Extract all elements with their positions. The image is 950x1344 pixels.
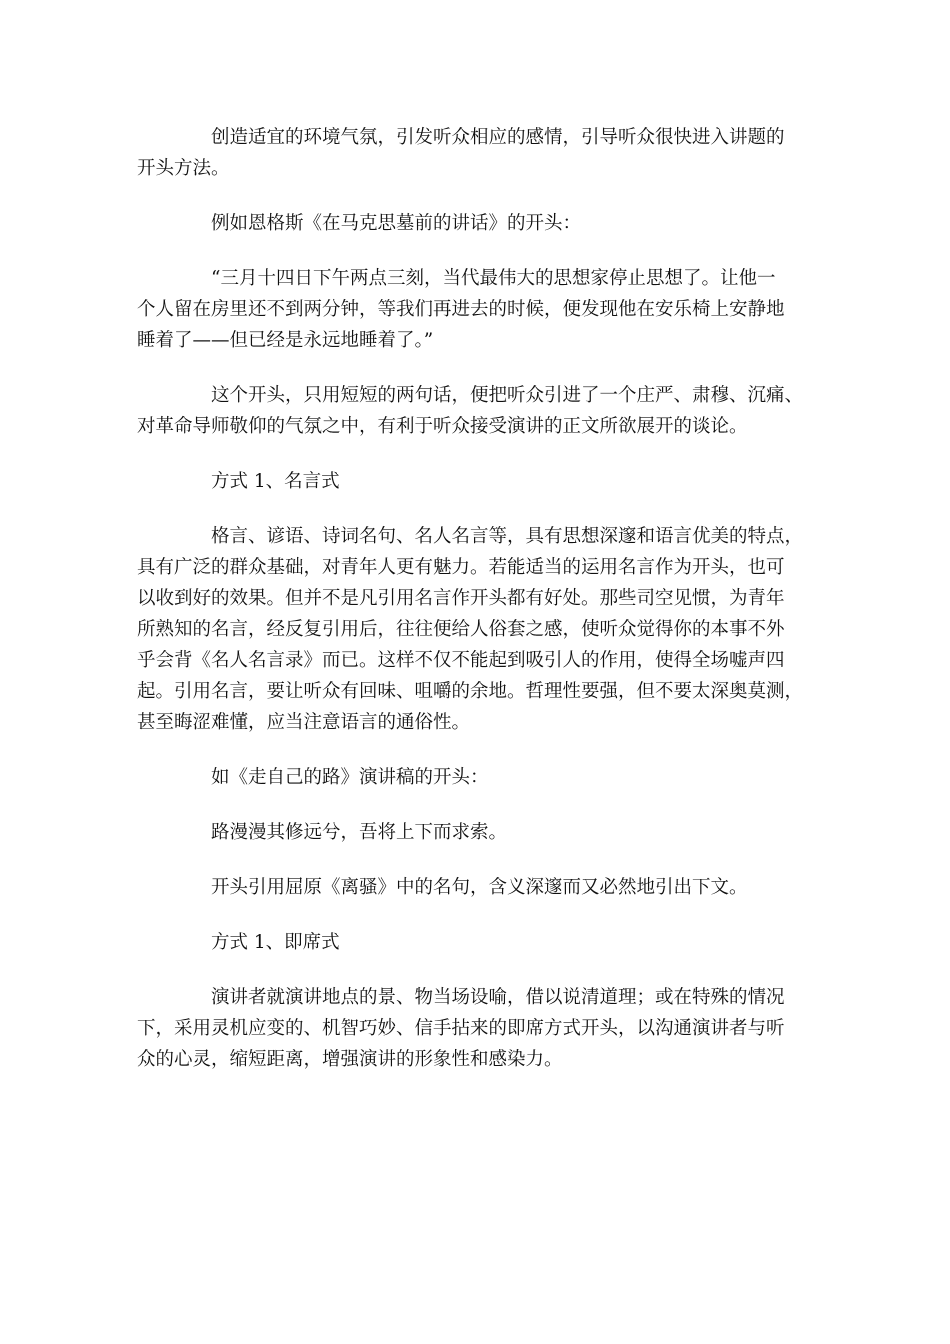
paragraph-1: 创造适宜的环境气氛，引发听众相应的感情，引导听众很快进入讲题的 开头方法。 [137, 127, 785, 179]
paragraph-5: 如《走自己的路》演讲稿的开头： [137, 767, 489, 788]
paragraph-6: 路漫漫其修远兮，吾将上下而求索。 [137, 822, 508, 843]
quote-paragraph: “三月十四日下午两点三刻，当代最伟大的思想家停止思想了。让他一 个人留在房里还不到两分钟，等我们再进去的时候，便发现他在安乐椅上安静地 睡着了——但已经是永远地睡着了。” [137, 268, 785, 351]
paragraph-8: 演讲者就演讲地点的景、物当场设喻，借以说清道理；或在特殊的情况 下，采用灵机应变的、机智巧妙、信手拈来的即席方式开头，以沟通演讲者与听 众的心灵，缩短距离，增强演讲的形象性和感染力。 [137, 987, 785, 1070]
document-body [137, 122, 819, 1075]
paragraph-7: 开头引用屈原《离骚》中的名句，含义深邃而又必然地引出下文。 [137, 877, 748, 898]
paragraph-2: 例如恩格斯《在马克思墓前的讲话》的开头： [137, 213, 582, 234]
paragraph-3: 这个开头，只用短短的两句话，便把听众引进了一个庄严、肃穆、沉痛、 对革命导师敬仰的气氛之中，有利于听众接受演讲的正文所欲展开的谈论。 [137, 385, 804, 437]
section-heading-1: 方式 1、名言式 [137, 471, 340, 492]
section-heading-2: 方式 1、即席式 [137, 932, 340, 953]
paragraph-4: 格言、谚语、诗词名句、名人名言等，具有思想深邃和语言优美的特点， 具有广泛的群众基础，对青年人更有魅力。若能适当的运用名言作为开头，也可 以收到好的效果。但并不是凡引用名言作开头都有好处。那些司空见惯，为青年 所熟知的名言，经反复引用后，往往便给人俗套之感，使听众觉得你的本事不外 乎会背《名人名言录》而已。这样不仅不能起到吸引人的作用，使得全场嘘声四 起。引用名言，要让听众有回味、咀嚼的余地。哲理性要强，但不要太深奥莫测， 甚至晦涩难懂，应当注意语言的通俗性。 [137, 526, 804, 733]
